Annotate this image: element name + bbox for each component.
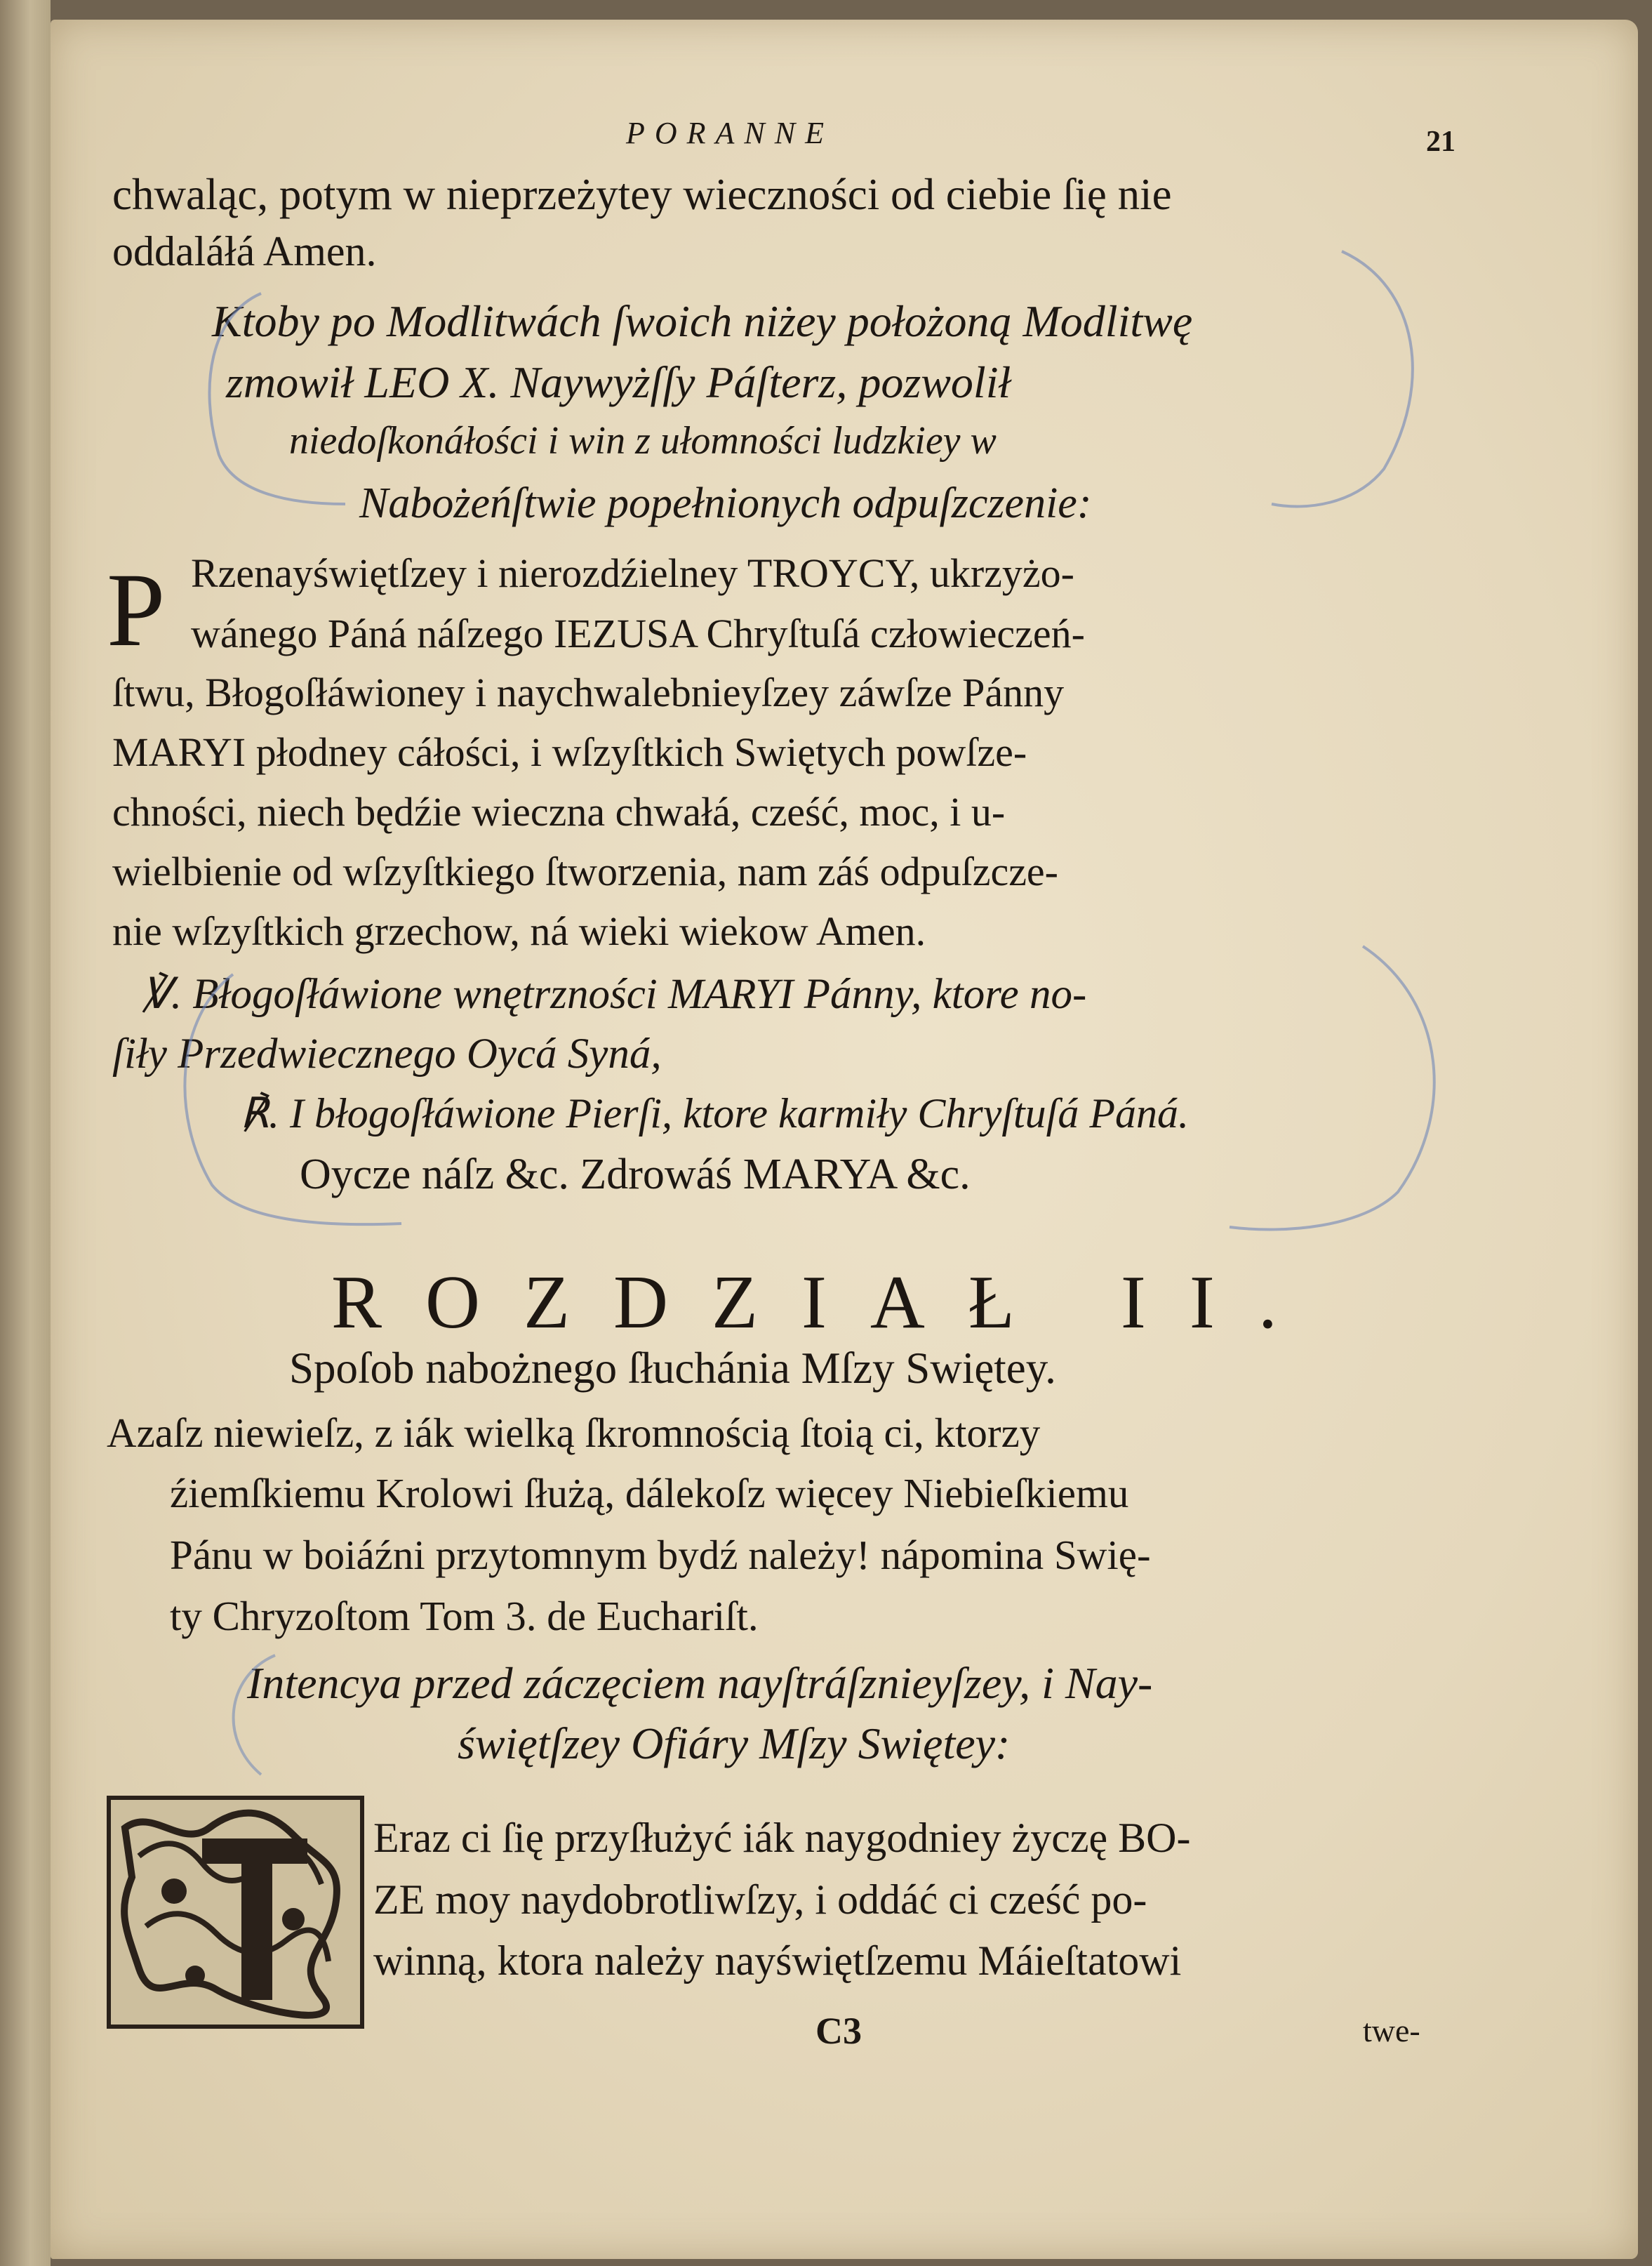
running-title: PORANNE (626, 116, 834, 150)
versicle-line: ſiły Przedwiecznego Oycá Syná, (112, 1031, 662, 1078)
text-line: nie wſzyſtkich grzechow, ná wieki wiekow Amen. (112, 908, 926, 954)
text-line: MARYI płodney cáłości, i wſzyſtkich Swiętych powſze- (112, 729, 1027, 775)
versicle-line: ℣. Błogoſłáwione wnętrzności MARYI Pánny, ktore no- (142, 971, 1087, 1018)
text-line: Azaſz niewieſz, z iák wielką ſkromnością ſtoią ci, ktorzy (107, 1410, 1041, 1456)
text-line: ZE moy naydobrotliwſzy, i oddáć ci cześć po- (373, 1876, 1147, 1923)
text-line: Rzenayświętſzey i nierozdźielney TROYCY, ukrzyżo- (191, 550, 1074, 596)
text-line: Eraz ci ſię przyſłużyć iák naygodniey życzę BO- (373, 1815, 1191, 1861)
text-line: oddaláłá Amen. (112, 228, 377, 274)
rubric-line: zmowił LEO X. Naywyżſſy Páſterz, pozwolił (226, 357, 1011, 407)
text-line: ty Chryzoſtom Tom 3. de Euchariſt. (170, 1593, 759, 1639)
text-line: Pánu w boiáźni przytomnym bydź należy! nápomina Swię- (170, 1532, 1151, 1578)
text-line: źiemſkiemu Krolowi ſłużą, dálekoſz więcey Niebieſkiemu (170, 1470, 1129, 1516)
text-line: Oycze náſz &c. Zdrowáś MARYA &c. (300, 1151, 971, 1198)
binding-gutter (0, 0, 51, 2266)
pencil-marks (51, 20, 1638, 2259)
page-number: 21 (1426, 126, 1456, 158)
rubric-line: Nabożeńſtwie popełnionych odpuſzczenie: (359, 479, 1092, 527)
text-line: ſtwu, Błogoſłáwioney i naychwalebnieyſzey záwſze Pánny (112, 670, 1065, 715)
catchword: twe- (1363, 2013, 1420, 2048)
rubric-line: Intencya przed záczęciem nayſtráſznieyſzey, i Nay- (247, 1658, 1153, 1708)
text-line: wánego Páná náſzego IEZUSA Chryſtuſá człowieczeń- (191, 611, 1085, 656)
response-line: ℟. I błogoſłáwione Pierſi, ktore karmiły Chryſtuſá Páná. (240, 1090, 1189, 1137)
rubric-line: Ktoby po Modlitwách ſwoich niżey położoną Modlitwę (212, 296, 1193, 346)
book-page (51, 20, 1638, 2259)
text-line: wielbienie od wſzyſtkiego ſtworzenia, nam záś odpuſzcze- (112, 849, 1058, 894)
text-line: chności, niech będźie wieczna chwałá, cześć, moc, i u- (112, 789, 1006, 835)
chapter-heading: ROZDZIAŁ II. (331, 1261, 1321, 1344)
text-line: chwaląc, potym w nieprzeżytey wieczności od ciebie ſię nie (112, 170, 1172, 219)
text-line: winną, ktora należy nayświętſzemu Máieſtatowi (373, 1937, 1182, 1984)
initial-letter: P (107, 552, 166, 668)
rubric-line: świętſzey Ofiáry Mſzy Swiętey: (458, 1718, 1011, 1768)
chapter-subtitle: Spoſob nabożnego ſłuchánia Mſzy Swiętey. (289, 1344, 1056, 1393)
signature-mark: C3 (815, 2010, 862, 2052)
rubric-line: niedoſkonáłości i win z ułomności ludzkiey w (289, 419, 997, 463)
